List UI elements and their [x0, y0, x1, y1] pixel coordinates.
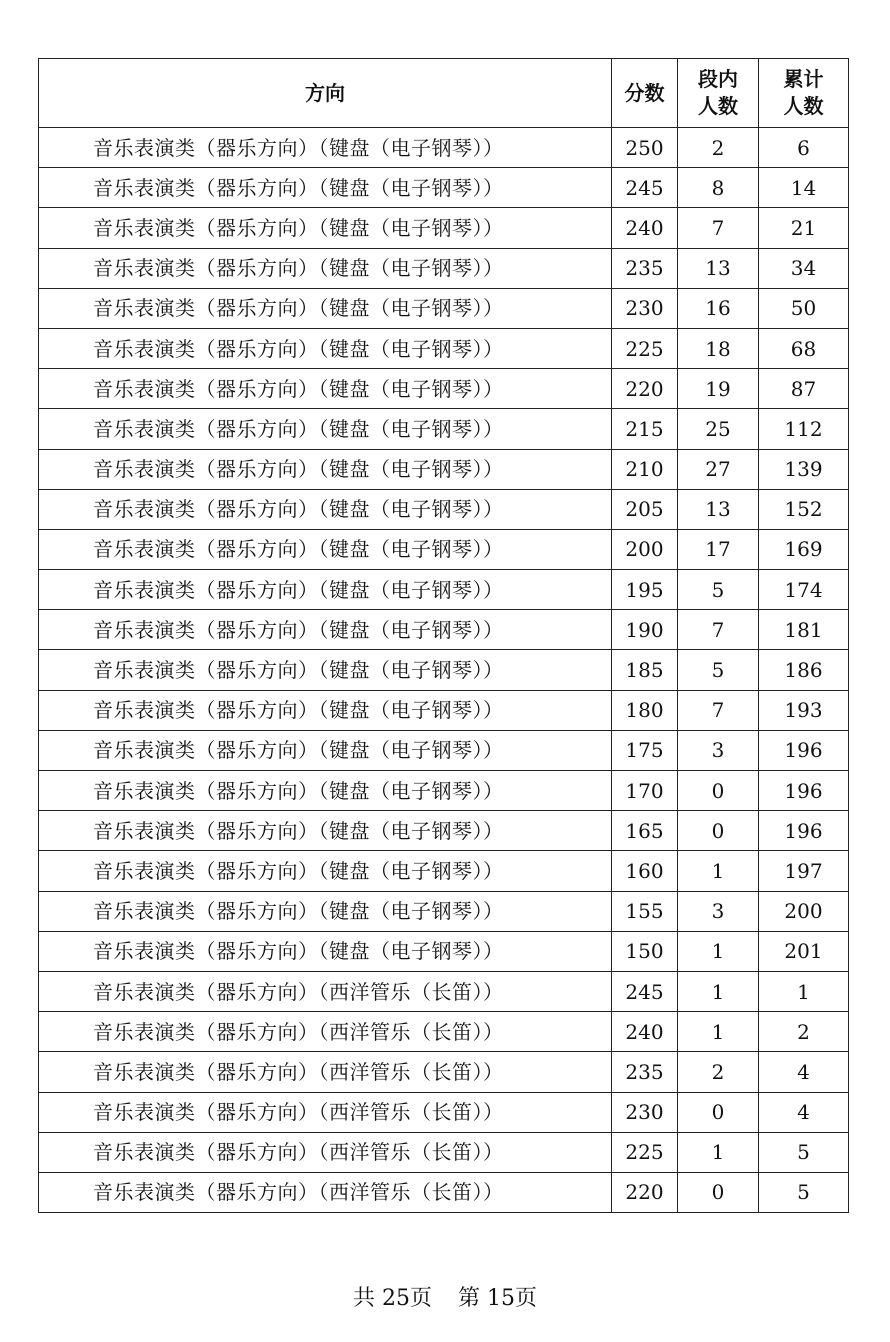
cell-direction: 音乐表演类（器乐方向）（键盘（电子钢琴）） [39, 931, 612, 971]
cell-cumulative: 1 [759, 971, 849, 1011]
cell-direction: 音乐表演类（器乐方向）（键盘（电子钢琴）） [39, 409, 612, 449]
cell-direction: 音乐表演类（器乐方向）（键盘（电子钢琴）） [39, 208, 612, 248]
cell-direction: 音乐表演类（器乐方向）（键盘（电子钢琴）） [39, 168, 612, 208]
cell-score: 215 [612, 409, 678, 449]
table-row [39, 449, 849, 489]
table-row [39, 248, 849, 288]
cell-direction: 音乐表演类（器乐方向）（键盘（电子钢琴）） [39, 851, 612, 891]
cell-score: 195 [612, 570, 678, 610]
cell-direction: 音乐表演类（器乐方向）（键盘（电子钢琴）） [39, 650, 612, 690]
cell-score: 245 [612, 168, 678, 208]
cell-direction: 音乐表演类（器乐方向）（键盘（电子钢琴）） [39, 328, 612, 368]
cell-score: 210 [612, 449, 678, 489]
table-row [39, 730, 849, 770]
table-row [39, 811, 849, 851]
table-row [39, 328, 849, 368]
cell-direction: 音乐表演类（器乐方向）（键盘（电子钢琴）） [39, 690, 612, 730]
header-cumulative-line-2: 人数 [783, 94, 824, 118]
cell-cumulative: 68 [759, 328, 849, 368]
cell-score: 150 [612, 931, 678, 971]
table-row [39, 771, 849, 811]
table-row [39, 971, 849, 1011]
header-segment-line-1: 段内 [698, 67, 738, 91]
cell-score: 160 [612, 851, 678, 891]
cell-cumulative: 181 [759, 610, 849, 650]
cell-cumulative: 139 [759, 449, 849, 489]
cell-segment: 1 [678, 851, 759, 891]
cell-score: 225 [612, 328, 678, 368]
cell-direction: 音乐表演类（器乐方向）（西洋管乐（长笛）） [39, 1172, 612, 1212]
cell-segment: 7 [678, 610, 759, 650]
table-row [39, 1092, 849, 1132]
cell-direction: 音乐表演类（器乐方向）（键盘（电子钢琴）） [39, 288, 612, 328]
header-segment-count [678, 59, 759, 128]
table-row [39, 1132, 849, 1172]
cell-direction: 音乐表演类（器乐方向）（键盘（电子钢琴）） [39, 730, 612, 770]
table-row [39, 489, 849, 529]
table-row [39, 168, 849, 208]
header-cumulative-count [759, 59, 849, 128]
cell-direction: 音乐表演类（器乐方向）（键盘（电子钢琴）） [39, 128, 612, 168]
table-row [39, 931, 849, 971]
cell-cumulative: 87 [759, 369, 849, 409]
cell-direction: 音乐表演类（器乐方向）（键盘（电子钢琴）） [39, 771, 612, 811]
cell-score: 200 [612, 529, 678, 569]
cell-score: 230 [612, 1092, 678, 1132]
table-row [39, 1172, 849, 1212]
cell-score: 205 [612, 489, 678, 529]
cell-direction: 音乐表演类（器乐方向）（西洋管乐（长笛）） [39, 1012, 612, 1052]
cell-score: 165 [612, 811, 678, 851]
cell-segment: 3 [678, 730, 759, 770]
table-row [39, 1052, 849, 1092]
cell-direction: 音乐表演类（器乐方向）（键盘（电子钢琴）） [39, 891, 612, 931]
cell-score: 170 [612, 771, 678, 811]
cell-segment: 5 [678, 570, 759, 610]
cell-score: 235 [612, 1052, 678, 1092]
cell-cumulative: 6 [759, 128, 849, 168]
cell-direction: 音乐表演类（器乐方向）（西洋管乐（长笛）） [39, 1052, 612, 1092]
cell-cumulative: 50 [759, 288, 849, 328]
current-page-label: 第 15页 [458, 1286, 537, 1311]
cell-direction: 音乐表演类（器乐方向）（西洋管乐（长笛）） [39, 1092, 612, 1132]
table-row [39, 610, 849, 650]
cell-cumulative: 174 [759, 570, 849, 610]
cell-cumulative: 200 [759, 891, 849, 931]
header-cumulative-line-1: 累计 [783, 67, 824, 91]
cell-cumulative: 196 [759, 811, 849, 851]
cell-score: 155 [612, 891, 678, 931]
cell-segment: 13 [678, 248, 759, 288]
cell-segment: 19 [678, 369, 759, 409]
cell-cumulative: 5 [759, 1132, 849, 1172]
cell-segment: 7 [678, 208, 759, 248]
cell-direction: 音乐表演类（器乐方向）（键盘（电子钢琴）） [39, 570, 612, 610]
cell-segment: 18 [678, 328, 759, 368]
cell-segment: 1 [678, 931, 759, 971]
cell-direction: 音乐表演类（器乐方向）（键盘（电子钢琴）） [39, 811, 612, 851]
cell-score: 235 [612, 248, 678, 288]
cell-direction: 音乐表演类（器乐方向）（键盘（电子钢琴）） [39, 610, 612, 650]
cell-segment: 3 [678, 891, 759, 931]
cell-score: 245 [612, 971, 678, 1011]
cell-cumulative: 14 [759, 168, 849, 208]
cell-score: 220 [612, 1172, 678, 1212]
cell-segment: 7 [678, 690, 759, 730]
header-segment-line-2: 人数 [698, 94, 738, 118]
cell-score: 225 [612, 1132, 678, 1172]
cell-direction: 音乐表演类（器乐方向）（西洋管乐（长笛）） [39, 971, 612, 1011]
table-body [39, 128, 849, 1213]
cell-direction: 音乐表演类（器乐方向）（西洋管乐（长笛）） [39, 1132, 612, 1172]
table-row [39, 570, 849, 610]
cell-segment: 13 [678, 489, 759, 529]
cell-score: 240 [612, 1012, 678, 1052]
cell-cumulative: 4 [759, 1052, 849, 1092]
cell-segment: 8 [678, 168, 759, 208]
table-row [39, 851, 849, 891]
cell-segment: 2 [678, 1052, 759, 1092]
cell-cumulative: 193 [759, 690, 849, 730]
cell-score: 185 [612, 650, 678, 690]
cell-cumulative: 169 [759, 529, 849, 569]
table-row [39, 128, 849, 168]
cell-score: 175 [612, 730, 678, 770]
header-direction: 方向 [39, 59, 612, 128]
table-row [39, 891, 849, 931]
cell-score: 250 [612, 128, 678, 168]
header-score: 分数 [612, 59, 678, 128]
cell-cumulative: 196 [759, 771, 849, 811]
cell-cumulative: 186 [759, 650, 849, 690]
cell-segment: 0 [678, 1172, 759, 1212]
cell-segment: 2 [678, 128, 759, 168]
cell-direction: 音乐表演类（器乐方向）（键盘（电子钢琴）） [39, 529, 612, 569]
cell-segment: 16 [678, 288, 759, 328]
cell-segment: 17 [678, 529, 759, 569]
cell-cumulative: 4 [759, 1092, 849, 1132]
cell-direction: 音乐表演类（器乐方向）（键盘（电子钢琴）） [39, 248, 612, 288]
cell-cumulative: 21 [759, 208, 849, 248]
cell-direction: 音乐表演类（器乐方向）（键盘（电子钢琴）） [39, 369, 612, 409]
cell-score: 220 [612, 369, 678, 409]
cell-cumulative: 152 [759, 489, 849, 529]
cell-cumulative: 201 [759, 931, 849, 971]
cell-segment: 0 [678, 771, 759, 811]
cell-cumulative: 196 [759, 730, 849, 770]
table-row [39, 1012, 849, 1052]
cell-segment: 1 [678, 1012, 759, 1052]
table-row [39, 529, 849, 569]
cell-segment: 1 [678, 1132, 759, 1172]
table-row [39, 409, 849, 449]
score-distribution-table [38, 58, 849, 1213]
cell-score: 230 [612, 288, 678, 328]
cell-cumulative: 2 [759, 1012, 849, 1052]
cell-direction: 音乐表演类（器乐方向）（键盘（电子钢琴）） [39, 489, 612, 529]
cell-score: 190 [612, 610, 678, 650]
cell-cumulative: 5 [759, 1172, 849, 1212]
table-row [39, 208, 849, 248]
cell-segment: 0 [678, 811, 759, 851]
cell-segment: 1 [678, 971, 759, 1011]
cell-segment: 27 [678, 449, 759, 489]
table-row [39, 690, 849, 730]
cell-score: 240 [612, 208, 678, 248]
cell-segment: 0 [678, 1092, 759, 1132]
table-row [39, 650, 849, 690]
table-row [39, 288, 849, 328]
page-footer [0, 1284, 890, 1314]
cell-segment: 5 [678, 650, 759, 690]
table-row [39, 369, 849, 409]
cell-direction: 音乐表演类（器乐方向）（键盘（电子钢琴）） [39, 449, 612, 489]
cell-cumulative: 112 [759, 409, 849, 449]
cell-segment: 25 [678, 409, 759, 449]
cell-score: 180 [612, 690, 678, 730]
cell-cumulative: 197 [759, 851, 849, 891]
cell-cumulative: 34 [759, 248, 849, 288]
table-header-row [39, 59, 849, 128]
total-pages-label: 共 25页 [353, 1286, 432, 1311]
